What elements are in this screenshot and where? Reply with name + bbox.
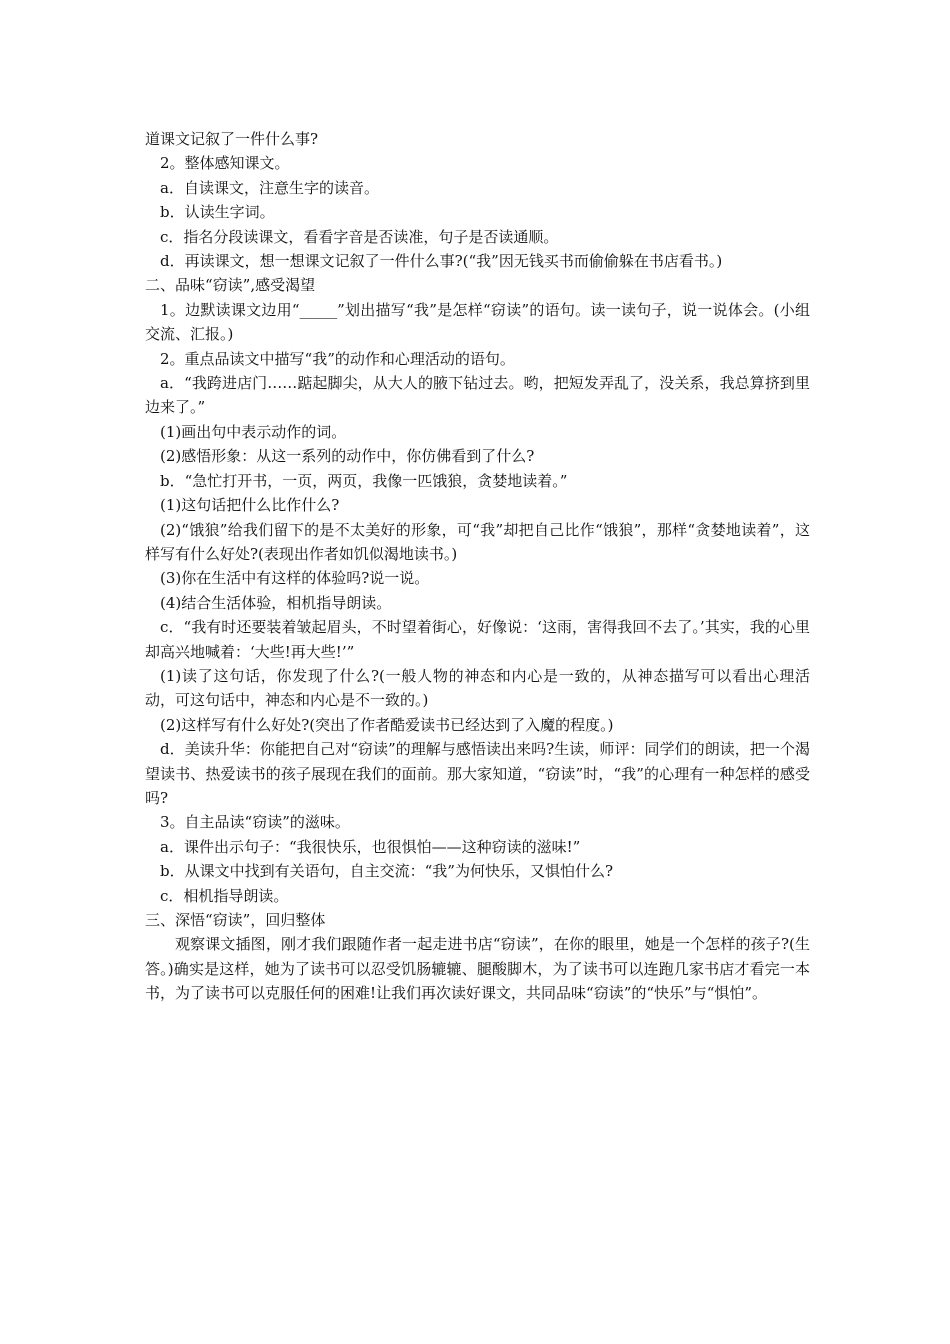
paragraph: (1)画出句中表示动作的词。: [160, 422, 347, 441]
paragraph: d．再读课文，想一想课文记叙了一件什么事?(“我”因无钱买书而偷偷躲在书店看书。): [160, 252, 723, 271]
paragraph: (1)读了这句话，你发现了什么?(一般人物的神态和内心是一致的，从神态描写可以看出心理活动，可这句话中，神态和内心是不一致的。): [145, 666, 810, 710]
section-heading: 三、深悟“窃读”，回归整体: [145, 911, 326, 929]
paragraph: d．美读升华：你能把自己对“窃读”的理解与感悟读出来吗?生读，师评：同学们的朗读，把一个渴望读书、热爱读书的孩子展现在我们的面前。那大家知道，“窃读”时，“我”的心理有一种怎样的感受吗?: [145, 740, 810, 807]
paragraph: 1。边默读课文边用“_____”划出描写“我”是怎样“窃读”的语句。读一读句子，说一说体会。(小组交流、汇报。): [145, 300, 810, 344]
paragraph: 2。重点品读文中描写“我”的动作和心理活动的语句。: [160, 349, 515, 368]
paragraph: 观察课文插图，刚才我们跟随作者一起走进书店“窃读”，在你的眼里，她是一个怎样的孩子?(生答。)确实是这样，她为了读书可以忍受饥肠辘辘、腿酸脚木，为了读书可以连跑几家书店才看完一本书，为了读书可以克服任何的困难!让我们再次读好课文，共同品味“窃读”的“快乐”与“惧怕”。: [145, 935, 810, 1003]
paragraph: (2)“饿狼”给我们留下的是不太美好的形象，可“我”却把自己比作“饿狼”，那样“贪婪地读着”，这样写有什么好处?(表现出作者如饥似渴地读书。): [145, 520, 810, 563]
paragraph: a．课件出示句子：“我很快乐，也很惧怕——这种窃读的滋味!”: [160, 837, 581, 856]
paragraph: b．从课文中找到有关语句，自主交流：“我”为何快乐，又惧怕什么?: [160, 862, 613, 881]
paragraph: c．相机指导朗读。: [160, 886, 289, 905]
paragraph: (2)这样写有什么好处?(突出了作者酷爱读书已经达到了入魔的程度。): [160, 715, 614, 734]
section-heading: 二、品味“窃读”,感受渴望: [145, 276, 316, 295]
paragraph: 道课文记叙了一件什么事?: [145, 130, 319, 148]
paragraph: b．认读生字词。: [160, 203, 275, 222]
paragraph: c．指名分段读课文，看看字音是否读准，句子是否读通顺。: [160, 227, 559, 246]
paragraph: (4)结合生活体验，相机指导朗读。: [160, 593, 392, 612]
paragraph: b．“急忙打开书，一页，两页，我像一匹饿狼，贪婪地读着。”: [160, 471, 568, 490]
paragraph: a．自读课文，注意生字的读音。: [160, 178, 379, 197]
paragraph: 2。整体感知课文。: [160, 154, 290, 173]
paragraph: (1)这句话把什么比作什么?: [160, 496, 340, 515]
document-body: [145, 127, 810, 1006]
paragraph: (2)感悟形象：从这一系列的动作中，你仿佛看到了什么?: [160, 447, 535, 466]
paragraph: c．“我有时还要装着皱起眉头，不时望着街心，好像说：‘这雨，害得我回不去了。’其实，我的心里却高兴地喊着：‘大些!再大些!’”: [145, 618, 810, 661]
paragraph: 3。自主品读“窃读”的滋味。: [160, 813, 350, 832]
paragraph: (3)你在生活中有这样的体验吗?说一说。: [160, 569, 430, 588]
paragraph: a．“我跨进店门……踮起脚尖，从大人的腋下钻过去。哟，把短发弄乱了，没关系，我总算挤到里边来了。”: [145, 374, 810, 417]
